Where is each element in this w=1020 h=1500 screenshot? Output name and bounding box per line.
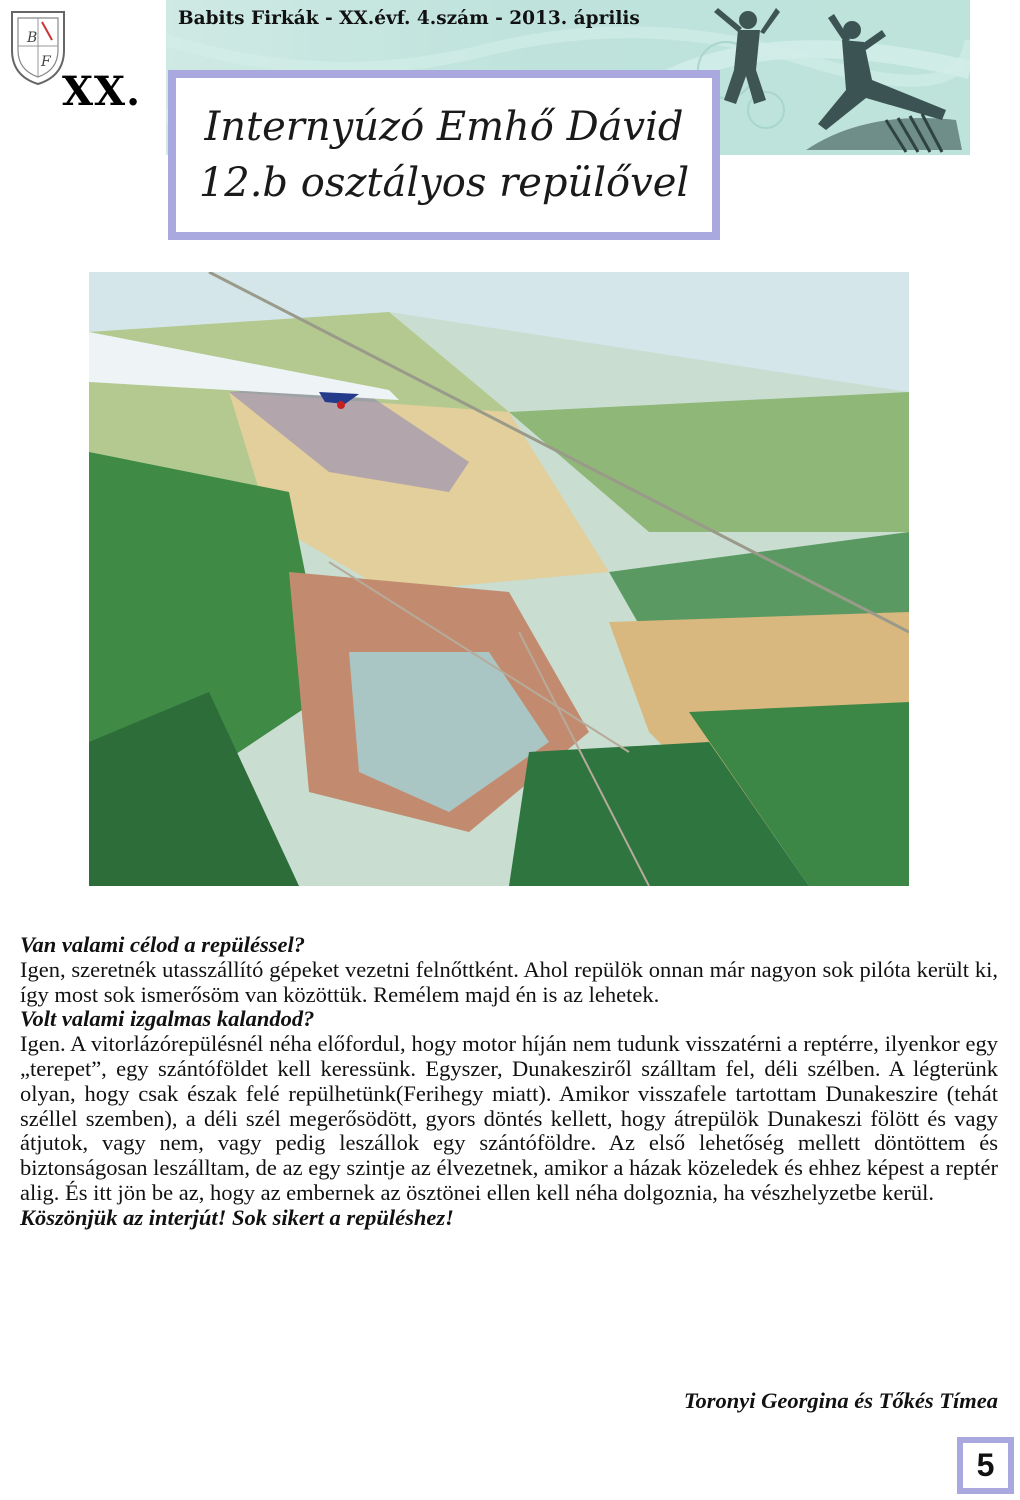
closing-line: Köszönjük az interjút! Sok sikert a repüléshez! xyxy=(20,1204,454,1230)
title-inner xyxy=(176,78,712,232)
title-line-2: 12.b osztályos repülővel xyxy=(198,160,690,206)
question-2: Volt valami izgalmas kalandod? xyxy=(20,1006,315,1032)
publication-line: Babits Firkák - XX.évf. 4.szám - 2013. április xyxy=(178,8,640,29)
answer-1: Igen, szeretnék utasszállító gépeket vezetni felnőttként. Ahol repülök onnan már nagyon sok pilóta került ki, így most sok ismerősöm van közöttük. Remélem majd én is az lehetek. xyxy=(20,956,998,1007)
page-number: 5 xyxy=(963,1443,1008,1488)
volume-mark: XX. xyxy=(62,68,141,115)
answer-2: Igen. A vitorlázórepülésnél néha előfordul, hogy motor híján nem tudunk visszatérni a reptérre, ilyenkor egy „terepet”, egy szántóföldet kell keressünk. Egyszer, Dunakesziről szálltam fel, déli szélben. A légterünk olyan, hogy csak észak felé repülhetünk(Ferihegy miatt). Amikor visszafele tartottam Dunakeszire (tehát széllel szemben), a déli szél megerősödött, gyors döntés kellett, hogy átrepülök Dunakeszi fölött és vagy átjutok, vagy nem, vagy pedig leszállok egy szántóföldre. Az első lehetőség mellett döntöttem és biztonságosan leszálltam, de az egy szintje az élvezetnek, amikor a házak közeledek és ehhez képest a reptér alig. És itt jön be az, hogy az embernek az ösztönei ellen kell néha dolgoznia, ha vészhelyzetbe kerül. xyxy=(20,1031,998,1205)
authors: Toronyi Georgina és Tőkés Tímea xyxy=(683,1388,998,1413)
page-number-box xyxy=(957,1437,1014,1494)
svg-text:B: B xyxy=(27,30,38,46)
school-seal-icon xyxy=(8,6,68,86)
question-1: Van valami célod a repüléssel? xyxy=(20,932,305,957)
aerial-landscape-photo xyxy=(89,272,909,886)
title-box xyxy=(168,70,720,240)
title-line-1: Internyúzó Emhő Dávid xyxy=(204,104,684,150)
interview-article xyxy=(20,933,998,1231)
svg-text:F: F xyxy=(41,54,51,70)
